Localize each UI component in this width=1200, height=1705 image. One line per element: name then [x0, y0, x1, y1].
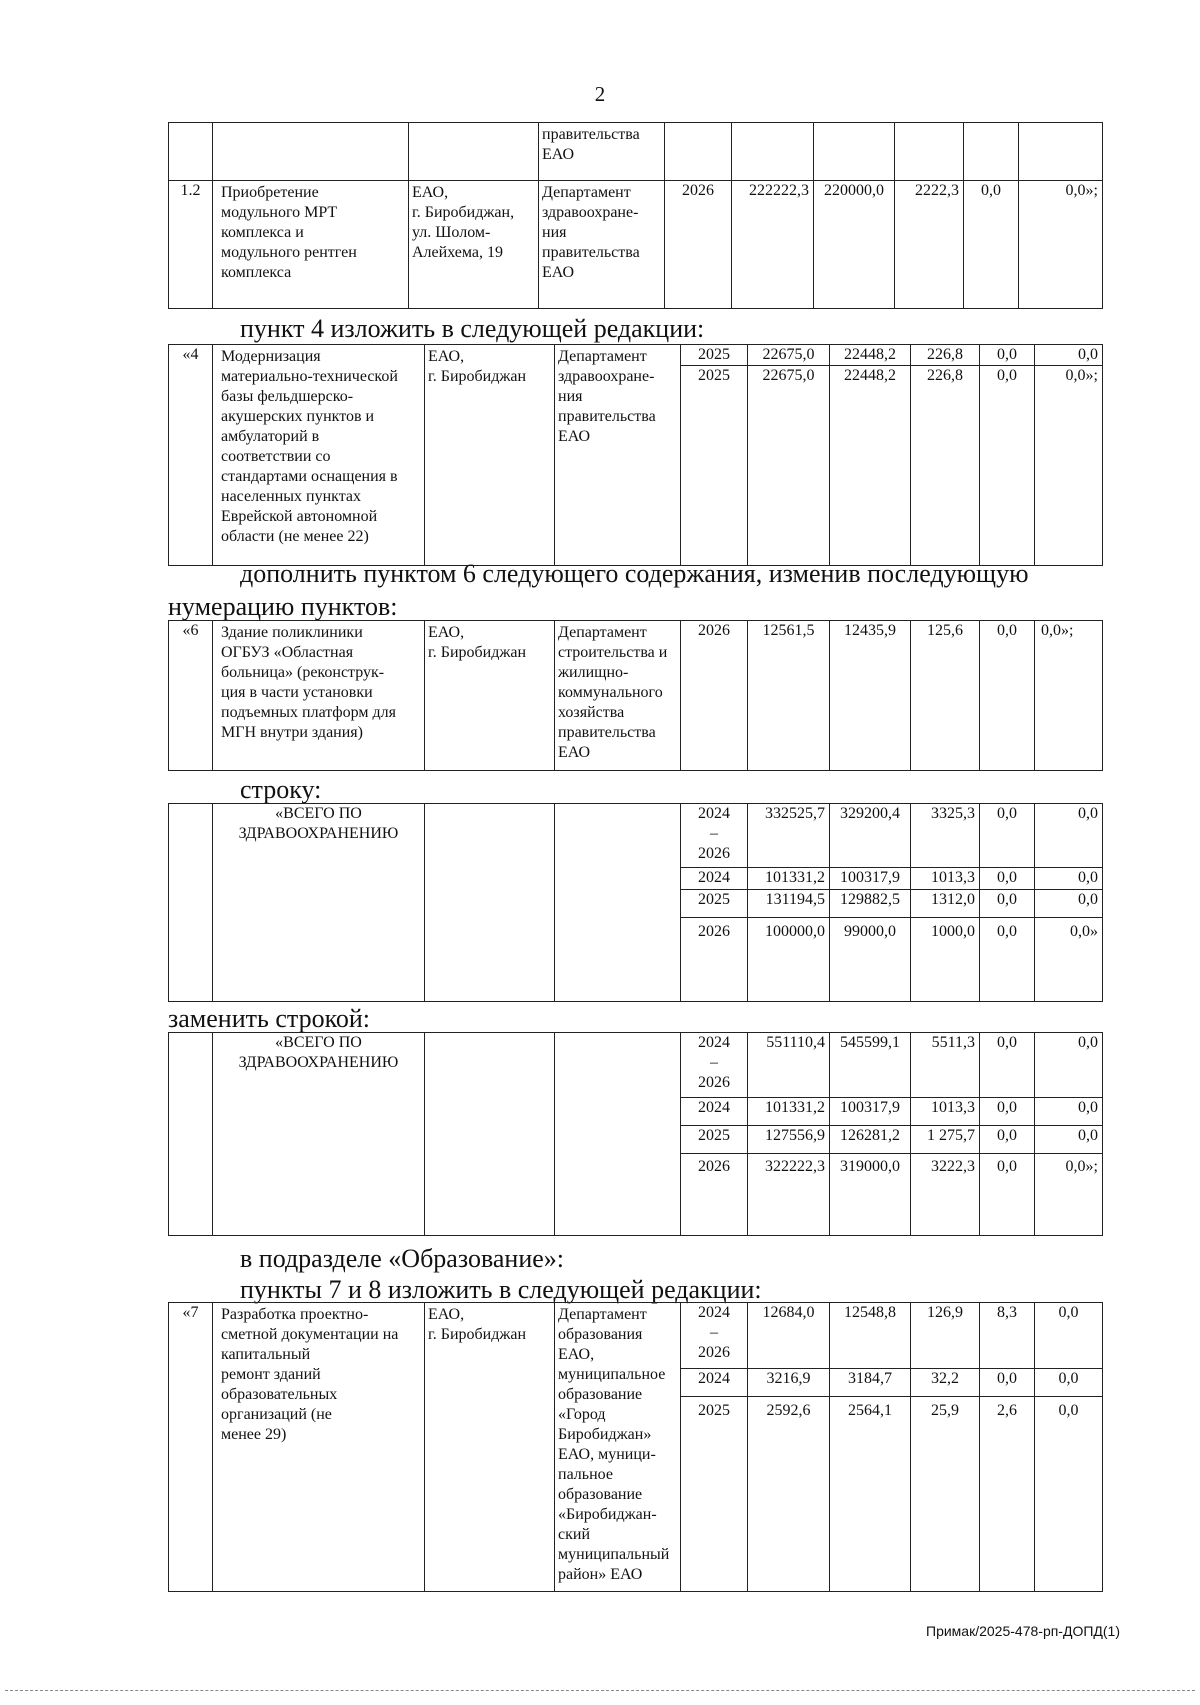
value-cell: 1013,3	[911, 1098, 980, 1126]
value-cell: 22448,2	[830, 345, 911, 366]
total-label: «ВСЕГО ПО ЗДРАВООХРАНЕНИЮ	[213, 804, 425, 1002]
value-cell: 1 275,7	[911, 1126, 980, 1154]
value-cell: 1013,3	[911, 868, 980, 890]
document-reference: Примак/2025-478-рп-ДОПД(1)	[926, 1623, 1120, 1639]
year-cell: 2025	[681, 1397, 748, 1592]
value-cell: 100317,9	[830, 868, 911, 890]
value-cell: 100000,0	[748, 918, 830, 1002]
item-place: ЕАО, г. Биробиджан	[425, 345, 555, 566]
value-cell: 3184,7	[830, 1369, 911, 1397]
value-cell: 1312,0	[911, 890, 980, 918]
value-cell: 329200,4	[830, 804, 911, 868]
value-cell: 0,0	[980, 366, 1035, 566]
value-cell: 131194,5	[748, 890, 830, 918]
value-cell: 0,0	[980, 868, 1035, 890]
year-cell: 2024	[681, 1369, 748, 1397]
year-cell: 2024	[681, 1098, 748, 1126]
item-number: «6	[169, 621, 213, 771]
table-row	[169, 804, 1103, 868]
value-cell: 2,6	[980, 1397, 1035, 1592]
item-name: Разработка проектно- сметной документации на капитальный ремонт зданий образовательных организаций (не менее 29)	[213, 1303, 425, 1592]
value-cell: 22448,2	[830, 366, 911, 566]
value-cell: 8,3	[980, 1303, 1035, 1369]
value-cell: 101331,2	[748, 868, 830, 890]
value-cell: 0,0	[1035, 1033, 1103, 1098]
value-cell: 0,0	[980, 1154, 1035, 1236]
value-cell: 332525,7	[748, 804, 830, 868]
instruction-heading: дополнить пунктом 6 следующего содержания, изменив последующую	[240, 559, 1029, 588]
value-cell: 5511,3	[911, 1033, 980, 1098]
value-cell: 0,0	[980, 1098, 1035, 1126]
value-cell: 0,0	[1035, 345, 1103, 366]
dept-cell: Департамент здравоохране- ния правительства ЕАО	[555, 345, 681, 566]
item-name: Приобретение модульного МРТ комплекса и модульного рентген комплекса	[213, 181, 409, 309]
table-item-6	[168, 620, 1103, 771]
value-cell: 0,0	[980, 804, 1035, 868]
item-name: Здание поликлиники ОГБУЗ «Областная больница» (реконструк- ция в части установки подъемных платформ для МГН внутри здания)	[213, 621, 425, 771]
table-row	[169, 1033, 1103, 1098]
value-cell: 12548,8	[830, 1303, 911, 1369]
item-place: ЕАО, г. Биробиджан, ул. Шолом- Алейхема, 19	[409, 181, 539, 309]
value-cell: 0,0	[1035, 1303, 1103, 1369]
value-cell: 0,0	[980, 1126, 1035, 1154]
value-cell: 2592,6	[748, 1397, 830, 1592]
value-cell: 0,0	[980, 345, 1035, 366]
value-cell: 129882,5	[830, 890, 911, 918]
table-row	[169, 621, 1103, 771]
value-cell: 100317,9	[830, 1098, 911, 1126]
value-cell: 0,0»;	[1035, 1154, 1103, 1236]
value-cell: 551110,4	[748, 1033, 830, 1098]
year-cell: 2026	[665, 181, 732, 309]
section-heading: в подразделе «Образование»:	[240, 1244, 565, 1273]
value-cell: 22675,0	[748, 345, 830, 366]
year-cell: 2025	[681, 1126, 748, 1154]
value-cell: 2564,1	[830, 1397, 911, 1592]
table-item-7	[168, 1302, 1103, 1592]
value-cell: 3222,3	[911, 1154, 980, 1236]
year-cell: 2025	[681, 345, 748, 366]
table-row	[169, 123, 1103, 181]
dept-cell: Департамент здравоохране- ния правительства ЕАО	[539, 181, 665, 309]
instruction-heading-cont: нумерацию пунктов:	[168, 592, 398, 621]
value-cell: 127556,9	[748, 1126, 830, 1154]
year-cell: 2026	[681, 621, 748, 771]
table-total-new	[168, 1032, 1103, 1236]
value-cell: 0,0	[1035, 1397, 1103, 1592]
value-cell: 22675,0	[748, 366, 830, 566]
dept-cell: правительства ЕАО	[539, 123, 665, 181]
item-number: «4	[169, 345, 213, 566]
year-cell: 2026	[681, 918, 748, 1002]
value-cell: 126281,2	[830, 1126, 911, 1154]
item-number: «7	[169, 1303, 213, 1592]
value-cell: 0,0»	[1035, 918, 1103, 1002]
value-cell: 0,0	[1035, 1369, 1103, 1397]
value-cell: 0,0»;	[1035, 366, 1103, 566]
table-row	[169, 1303, 1103, 1369]
year-cell: 2025	[681, 366, 748, 566]
value-cell: 12561,5	[748, 621, 830, 771]
value-cell: 0,0	[1035, 1126, 1103, 1154]
value-cell: 0,0	[1035, 890, 1103, 918]
year-cell: 2024 – 2026	[681, 1033, 748, 1098]
instruction-heading: пункты 7 и 8 изложить в следующей редакции:	[240, 1275, 762, 1304]
value-cell: 0,0	[1035, 1098, 1103, 1126]
value-cell: 220000,0	[814, 181, 895, 309]
table-total-old	[168, 803, 1103, 1002]
value-cell: 0,0	[980, 890, 1035, 918]
instruction-heading: строку:	[240, 775, 322, 804]
value-cell: 99000,0	[830, 918, 911, 1002]
total-label: «ВСЕГО ПО ЗДРАВООХРАНЕНИЮ	[213, 1033, 425, 1236]
instruction-heading: заменить строкой:	[168, 1004, 371, 1033]
item-place: ЕАО, г. Биробиджан	[425, 621, 555, 771]
value-cell: 0,0	[964, 181, 1019, 309]
year-cell: 2025	[681, 890, 748, 918]
value-cell: 0,0	[1035, 804, 1103, 868]
item-name: Модернизация материально-технической базы фельдшерско- акушерских пунктов и амбулаторий в соответствии со стандартами оснащения в населенных пунктах Еврейской автономной области (не менее 22)	[213, 345, 425, 566]
item-place: ЕАО, г. Биробиджан	[425, 1303, 555, 1592]
value-cell: 226,8	[911, 345, 980, 366]
year-cell: 2026	[681, 1154, 748, 1236]
value-cell: 0,0	[980, 1369, 1035, 1397]
table-row	[169, 181, 1103, 309]
dept-cell: Департамент образования ЕАО, муниципальное образование «Город Биробиджан» ЕАО, муници- пальное образование «Биробиджан- ский муниципальный район» ЕАО	[555, 1303, 681, 1592]
table-row	[169, 345, 1103, 366]
item-number: 1.2	[169, 181, 213, 309]
year-cell: 2024	[681, 868, 748, 890]
table-item-4	[168, 344, 1103, 566]
value-cell: 3216,9	[748, 1369, 830, 1397]
value-cell: 32,2	[911, 1369, 980, 1397]
value-cell: 319000,0	[830, 1154, 911, 1236]
value-cell: 1000,0	[911, 918, 980, 1002]
year-cell: 2024 – 2026	[681, 1303, 748, 1369]
value-cell: 125,6	[911, 621, 980, 771]
value-cell: 0,0	[980, 621, 1035, 771]
value-cell: 322222,3	[748, 1154, 830, 1236]
scan-edge-divider	[5, 1690, 1195, 1691]
value-cell: 226,8	[911, 366, 980, 566]
value-cell: 545599,1	[830, 1033, 911, 1098]
instruction-heading: пункт 4 изложить в следующей редакции:	[240, 314, 705, 343]
page-number: 2	[594, 82, 606, 106]
table-item-1-2	[168, 122, 1103, 309]
value-cell: 3325,3	[911, 804, 980, 868]
value-cell: 222222,3	[732, 181, 814, 309]
year-cell: 2024 – 2026	[681, 804, 748, 868]
value-cell: 0,0	[1035, 868, 1103, 890]
value-cell: 12435,9	[830, 621, 911, 771]
value-cell: 0,0»;	[1035, 621, 1103, 771]
value-cell: 25,9	[911, 1397, 980, 1592]
value-cell: 0,0	[980, 1033, 1035, 1098]
value-cell: 12684,0	[748, 1303, 830, 1369]
value-cell: 0,0»;	[1019, 181, 1103, 309]
value-cell: 126,9	[911, 1303, 980, 1369]
value-cell: 0,0	[980, 918, 1035, 1002]
value-cell: 2222,3	[895, 181, 964, 309]
dept-cell: Департамент строительства и жилищно- коммунального хозяйства правительства ЕАО	[555, 621, 681, 771]
value-cell: 101331,2	[748, 1098, 830, 1126]
